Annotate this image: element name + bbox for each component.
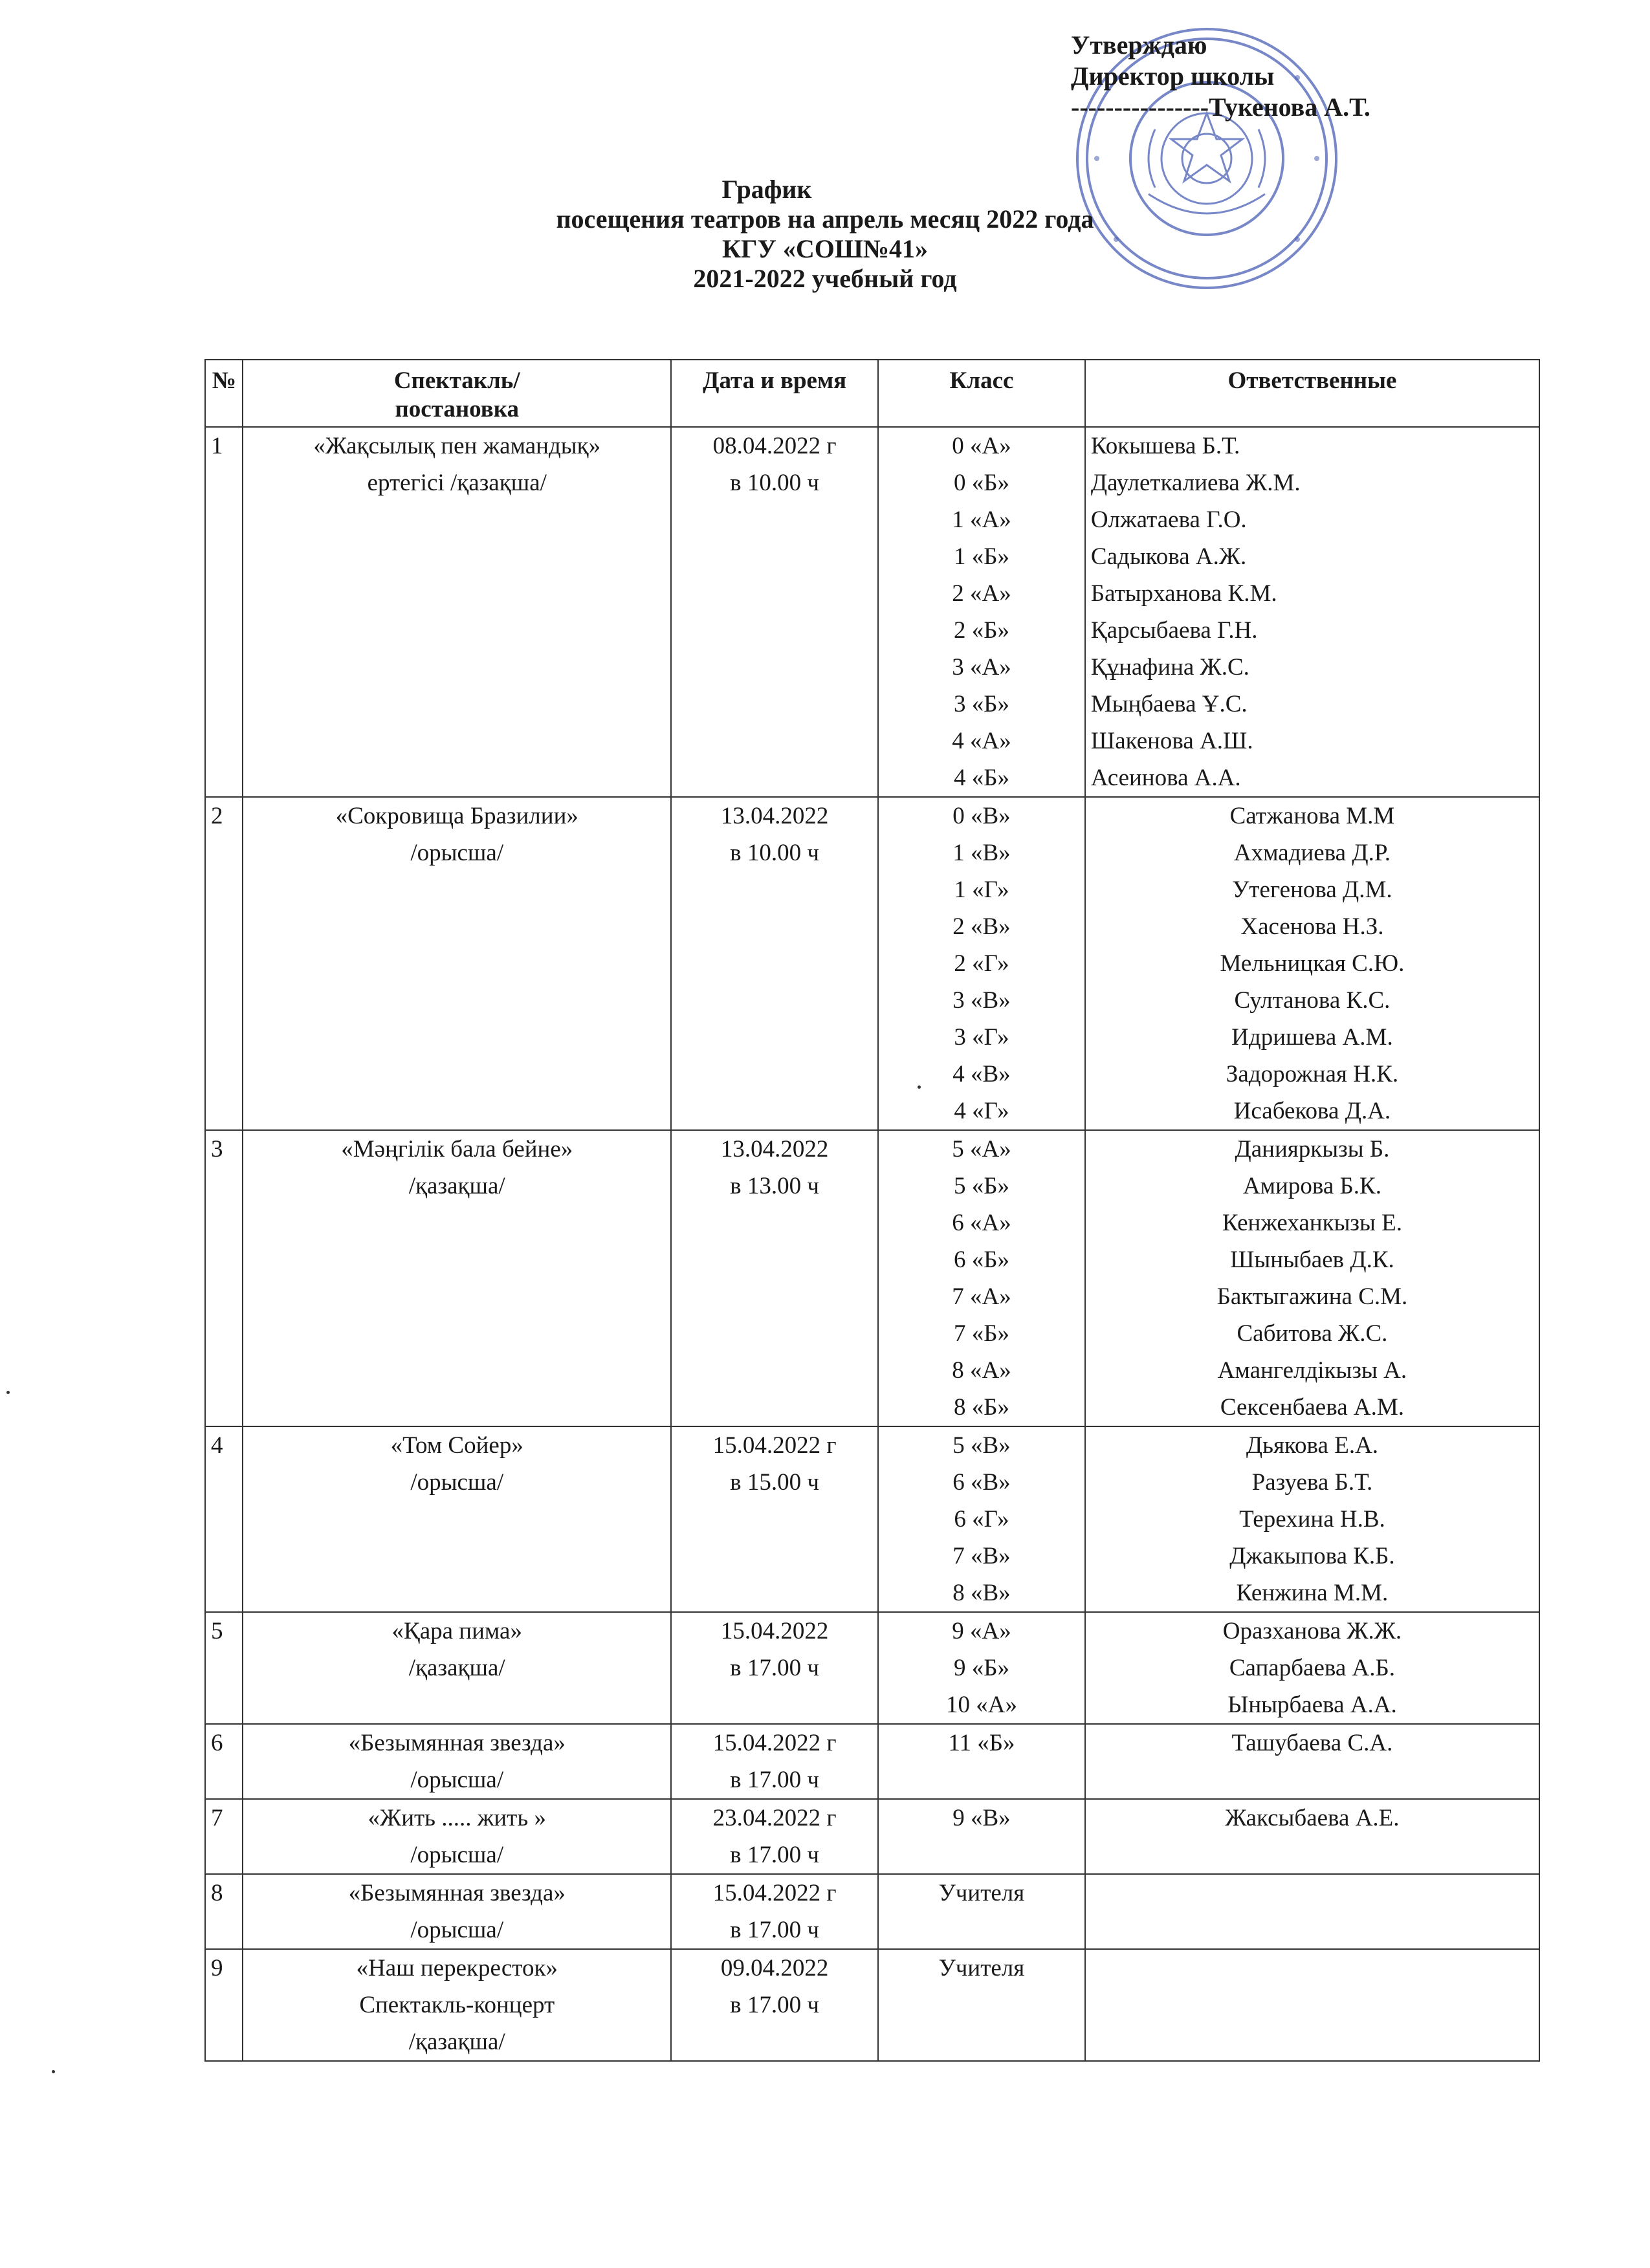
class-item: 5 «Б» xyxy=(953,1173,1009,1199)
date-time-line: 15.04.2022 г xyxy=(712,1880,837,1906)
responsible-cell xyxy=(1085,797,1539,1130)
title-line-2: посещения театров на апрель месяц 2022 года xyxy=(556,204,1094,234)
responsible-cell xyxy=(1085,1874,1539,1949)
play-title-line: /орысша/ xyxy=(410,1842,504,1868)
class-item: 4 «Г» xyxy=(954,1098,1009,1124)
responsible-cell xyxy=(1085,427,1539,797)
scan-speck xyxy=(52,2070,55,2073)
class-item: 2 «В» xyxy=(952,913,1011,940)
date-time-line: в 17.00 ч xyxy=(730,1767,820,1793)
class-item: 9 «В» xyxy=(952,1805,1011,1831)
responsible-name: Терехина Н.В. xyxy=(1239,1506,1385,1532)
responsible-name: Сабитова Ж.С. xyxy=(1237,1320,1388,1347)
class-item: 2 «Б» xyxy=(953,617,1009,644)
responsible-name: Құнафина Ж.С. xyxy=(1090,654,1249,681)
play-title-line: ертегісі /қазақша/ xyxy=(367,470,547,496)
document-title xyxy=(0,175,1650,294)
class-cell xyxy=(878,1724,1085,1799)
play-title-line: «Том Сойер» xyxy=(390,1432,523,1459)
responsible-cell xyxy=(1085,1724,1539,1799)
responsible-name: Султанова К.С. xyxy=(1234,987,1391,1014)
responsible-cell xyxy=(1085,1426,1539,1612)
class-item: 10 «А» xyxy=(945,1692,1017,1718)
class-item: 9 «А» xyxy=(952,1618,1011,1644)
responsible-name: Исабекова Д.А. xyxy=(1233,1098,1391,1124)
table-row xyxy=(205,427,1539,797)
play-title-cell xyxy=(243,1612,671,1724)
play-title-line: /орысша/ xyxy=(410,840,504,866)
row-number: 3 xyxy=(205,1130,243,1426)
class-item: 4 «А» xyxy=(952,728,1011,754)
responsible-name: Идришева А.М. xyxy=(1231,1024,1393,1051)
date-time-line: 23.04.2022 г xyxy=(712,1805,837,1831)
date-time-cell xyxy=(671,1612,878,1724)
header-num: № xyxy=(205,360,243,427)
header-play-line2: постановка xyxy=(395,396,519,422)
play-title-cell xyxy=(243,1426,671,1612)
table-row xyxy=(205,1799,1539,1874)
class-cell xyxy=(878,1949,1085,2061)
date-time-line: в 10.00 ч xyxy=(730,470,820,496)
row-number: 8 xyxy=(205,1874,243,1949)
play-title-cell xyxy=(243,427,671,797)
class-item: 8 «Б» xyxy=(953,1394,1009,1421)
approval-block xyxy=(1071,30,1370,123)
play-title-line: /орысша/ xyxy=(410,1469,504,1496)
date-time-cell xyxy=(671,427,878,797)
responsible-name: Кенжеханкызы Е. xyxy=(1222,1210,1403,1236)
table-row xyxy=(205,797,1539,1130)
responsible-name: Асеинова А.А. xyxy=(1090,765,1241,791)
responsible-name: Даулеткалиева Ж.М. xyxy=(1090,470,1301,496)
responsible-name: Сатжанова М.М xyxy=(1229,803,1395,829)
row-number: 7 xyxy=(205,1799,243,1874)
class-item: 1 «А» xyxy=(952,507,1011,533)
date-time-cell xyxy=(671,1949,878,2061)
row-number: 1 xyxy=(205,427,243,797)
table-row xyxy=(205,1130,1539,1426)
class-cell xyxy=(878,1799,1085,1874)
responsible-cell xyxy=(1085,1130,1539,1426)
date-time-cell xyxy=(671,797,878,1130)
play-title-line: /орысша/ xyxy=(410,1917,504,1943)
date-time-line: в 17.00 ч xyxy=(730,1842,820,1868)
date-time-cell xyxy=(671,1130,878,1426)
date-time-cell xyxy=(671,1799,878,1874)
class-item: 6 «Г» xyxy=(954,1506,1009,1532)
approval-line-director: Директор школы xyxy=(1071,61,1275,91)
row-number: 2 xyxy=(205,797,243,1130)
responsible-name: Амирова Б.К. xyxy=(1242,1173,1381,1199)
class-item: 5 «А» xyxy=(952,1136,1011,1162)
responsible-name: Олжатаева Г.О. xyxy=(1090,507,1247,533)
class-item: 0 «Б» xyxy=(953,470,1009,496)
play-title-cell xyxy=(243,1799,671,1874)
class-item: 8 «А» xyxy=(952,1357,1011,1384)
responsible-name: Бактыгажина С.М. xyxy=(1216,1283,1408,1310)
date-time-cell xyxy=(671,1426,878,1612)
class-cell xyxy=(878,1130,1085,1426)
date-time-line: 13.04.2022 xyxy=(720,803,829,829)
play-title-line: «Қара пима» xyxy=(391,1618,522,1644)
class-item: 5 «В» xyxy=(952,1432,1011,1459)
play-title-line: «Безымянная звезда» xyxy=(348,1880,566,1906)
play-title-line: /қазақша/ xyxy=(408,1655,505,1681)
header-play-line1: Спектакль/ xyxy=(393,367,520,394)
class-item: 4 «Б» xyxy=(953,765,1009,791)
play-title-cell xyxy=(243,1949,671,2061)
class-item: Учителя xyxy=(938,1955,1025,1981)
responsible-name: Утегенова Д.М. xyxy=(1232,877,1392,903)
class-item: 4 «В» xyxy=(952,1061,1011,1087)
play-title-cell xyxy=(243,1130,671,1426)
class-item: 7 «Б» xyxy=(953,1320,1009,1347)
approval-line-approve: Утверждаю xyxy=(1071,30,1207,60)
date-time-line: 08.04.2022 г xyxy=(712,433,837,459)
responsible-name: Шыныбаев Д.К. xyxy=(1230,1247,1394,1273)
class-item: 3 «Г» xyxy=(954,1024,1009,1051)
responsible-name: Хасенова Н.З. xyxy=(1240,913,1384,940)
header-date: Дата и время xyxy=(671,360,878,427)
class-cell xyxy=(878,1612,1085,1724)
class-item: 3 «В» xyxy=(952,987,1011,1014)
header-play xyxy=(243,360,671,427)
class-item: 7 «А» xyxy=(952,1283,1011,1310)
play-title-line: «Безымянная звезда» xyxy=(348,1730,566,1756)
class-item: 11 «Б» xyxy=(948,1730,1015,1756)
class-cell xyxy=(878,427,1085,797)
play-title-line: «Наш перекресток» xyxy=(356,1955,558,1981)
date-time-line: 13.04.2022 xyxy=(720,1136,829,1162)
date-time-cell xyxy=(671,1724,878,1799)
responsible-name: Сапарбаева А.Б. xyxy=(1229,1655,1396,1681)
responsible-name: Ташубаева С.А. xyxy=(1231,1730,1393,1756)
play-title-line: /қазақша/ xyxy=(408,1173,505,1199)
responsible-name: Разуева Б.Т. xyxy=(1251,1469,1373,1496)
approval-line-signature: ----------------Тукенова А.Т. xyxy=(1071,93,1370,122)
class-item: 9 «Б» xyxy=(953,1655,1009,1681)
play-title-cell xyxy=(243,1724,671,1799)
scan-speck xyxy=(6,1391,10,1394)
class-item: 3 «Б» xyxy=(953,691,1009,717)
date-time-line: в 17.00 ч xyxy=(730,1992,820,2018)
responsible-name: Джакыпова К.Б. xyxy=(1229,1543,1395,1569)
title-line-3: КГУ «СОШ№41» xyxy=(722,234,928,263)
class-item: 1 «Г» xyxy=(954,877,1009,903)
class-item: 8 «В» xyxy=(952,1580,1011,1606)
class-item: 1 «В» xyxy=(952,840,1011,866)
responsible-name: Шакенова А.Ш. xyxy=(1090,728,1253,754)
responsible-name: Амангелдiкызы А. xyxy=(1217,1357,1407,1384)
class-item: 6 «Б» xyxy=(953,1247,1009,1273)
responsible-name: Задорожная Н.К. xyxy=(1226,1061,1399,1087)
play-title-line: «Мәңгілік бала бейне» xyxy=(341,1136,573,1162)
play-title-line: /қазақша/ xyxy=(408,2029,505,2055)
table-row xyxy=(205,1426,1539,1612)
row-number: 5 xyxy=(205,1612,243,1724)
date-time-line: 15.04.2022 xyxy=(720,1618,829,1644)
responsible-name: Мыңбаева Ұ.С. xyxy=(1090,691,1248,717)
class-item: 2 «Г» xyxy=(954,950,1009,977)
table-row xyxy=(205,1612,1539,1724)
play-title-line: Спектакль-концерт xyxy=(359,1992,555,2018)
responsible-cell xyxy=(1085,1799,1539,1874)
play-title-cell xyxy=(243,1874,671,1949)
header-responsible: Ответственные xyxy=(1085,360,1539,427)
responsible-name: Садыкова А.Ж. xyxy=(1090,543,1247,570)
responsible-cell xyxy=(1085,1612,1539,1724)
table-body xyxy=(205,427,1539,2061)
responsible-name: Батырханова К.М. xyxy=(1090,580,1277,607)
class-item: Учителя xyxy=(938,1880,1025,1906)
play-title-line: /орысша/ xyxy=(410,1767,504,1793)
responsible-name: Данияркызы Б. xyxy=(1235,1136,1390,1162)
class-cell xyxy=(878,1874,1085,1949)
class-item: 7 «В» xyxy=(952,1543,1011,1569)
date-time-line: в 10.00 ч xyxy=(730,840,820,866)
row-number: 9 xyxy=(205,1949,243,2061)
date-time-line: 09.04.2022 xyxy=(720,1955,829,1981)
header-class: Класс xyxy=(878,360,1085,427)
table-header-row xyxy=(205,360,1539,427)
row-number: 4 xyxy=(205,1426,243,1612)
table-row xyxy=(205,1874,1539,1949)
date-time-line: в 13.00 ч xyxy=(730,1173,820,1199)
date-time-line: в 17.00 ч xyxy=(730,1917,820,1943)
title-line-1: График xyxy=(721,175,812,204)
scan-speck xyxy=(918,1085,921,1089)
schedule-table xyxy=(204,359,1540,2062)
class-item: 6 «В» xyxy=(952,1469,1011,1496)
class-item: 3 «А» xyxy=(952,654,1011,681)
responsible-name: Оразханова Ж.Ж. xyxy=(1222,1618,1402,1644)
responsible-name: Ахмадиева Д.Р. xyxy=(1233,840,1391,866)
date-time-line: в 15.00 ч xyxy=(730,1469,820,1496)
class-item: 0 «В» xyxy=(952,803,1011,829)
responsible-cell xyxy=(1085,1949,1539,2061)
class-cell xyxy=(878,1426,1085,1612)
date-time-line: 15.04.2022 г xyxy=(712,1730,837,1756)
play-title-line: «Сокровища Бразилии» xyxy=(335,803,578,829)
responsible-name: Сексенбаева А.М. xyxy=(1220,1394,1405,1421)
class-cell xyxy=(878,797,1085,1130)
responsible-name: Кенжина М.М. xyxy=(1236,1580,1389,1606)
date-time-line: 15.04.2022 г xyxy=(712,1432,837,1459)
table-row xyxy=(205,1724,1539,1799)
class-item: 0 «А» xyxy=(952,433,1011,459)
responsible-name: Қарсыбаева Г.Н. xyxy=(1090,617,1258,644)
date-time-cell xyxy=(671,1874,878,1949)
class-item: 6 «А» xyxy=(952,1210,1011,1236)
responsible-name: Ынырбаева А.А. xyxy=(1227,1692,1397,1718)
play-title-line: «Жить ..... жить » xyxy=(368,1805,546,1831)
play-title-cell xyxy=(243,797,671,1130)
row-number: 6 xyxy=(205,1724,243,1799)
responsible-name: Жаксыбаева А.Е. xyxy=(1225,1805,1400,1831)
title-line-4: 2021-2022 учебный год xyxy=(693,264,957,293)
responsible-name: Кокышева Б.Т. xyxy=(1090,433,1240,459)
date-time-line: в 17.00 ч xyxy=(730,1655,820,1681)
class-item: 1 «Б» xyxy=(953,543,1009,570)
class-item: 2 «А» xyxy=(952,580,1011,607)
responsible-name: Дьякова Е.А. xyxy=(1246,1432,1379,1459)
play-title-line: «Жақсылық пен жамандық» xyxy=(313,433,601,459)
responsible-name: Мельницкая С.Ю. xyxy=(1220,950,1405,977)
table-row xyxy=(205,1949,1539,2061)
